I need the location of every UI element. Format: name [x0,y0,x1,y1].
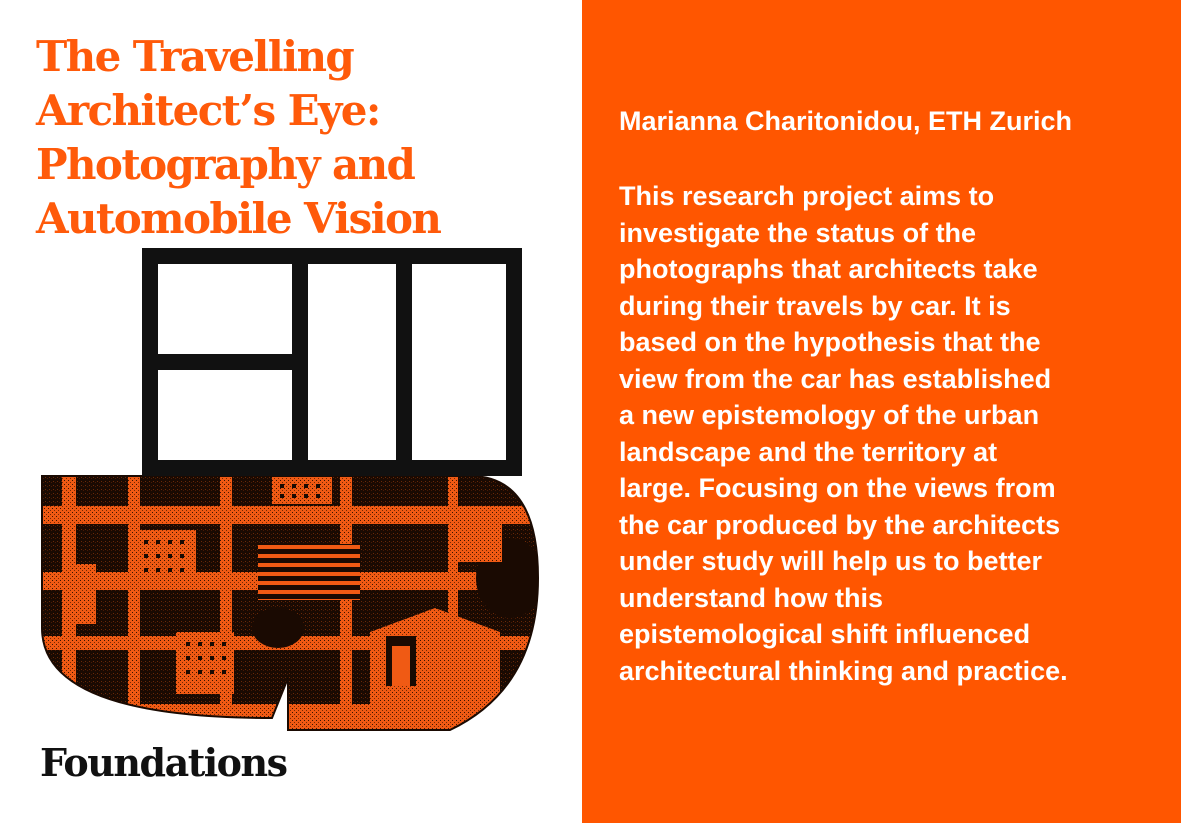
title-line: Automobile Vision [36,194,441,243]
abstract-text [619,178,1159,689]
left-panel [0,0,582,823]
abstract-line: This research project aims to [619,181,995,211]
abstract-line: large. Focusing on the views from [619,473,1056,503]
title-line: Photography and [36,140,415,189]
author-line: Marianna Charitonidou, ETH Zurich [619,106,1073,136]
abstract-line: architectural thinking and practice. [619,655,1068,686]
window-frame [142,248,522,476]
brand-wordmark: Foundations [40,740,287,785]
poster-title [36,30,556,246]
window-and-building-icon [40,248,540,732]
abstract-line: understand how this [619,582,884,613]
abstract-line: the car produced by the architects [619,509,1061,540]
abstract-line: view from the car has established [619,363,1052,394]
abstract-line: under study will help us to better [619,546,1043,576]
abstract-line: investigate the status of the [619,217,977,248]
abstract-line: landscape and the territory at [619,436,998,467]
abstract-line: based on the hypothesis that the [619,327,1041,357]
title-line: The Travelling [36,32,354,81]
abstract-line: a new epistemology of the urban [619,400,1040,430]
title-line: Architect’s Eye: [36,86,380,135]
building-block [40,476,540,732]
abstract-line: photographs that architects take [619,254,1038,284]
abstract-line: epistemological shift influenced [619,619,1031,649]
abstract-line: during their travels by car. It is [619,290,1011,321]
